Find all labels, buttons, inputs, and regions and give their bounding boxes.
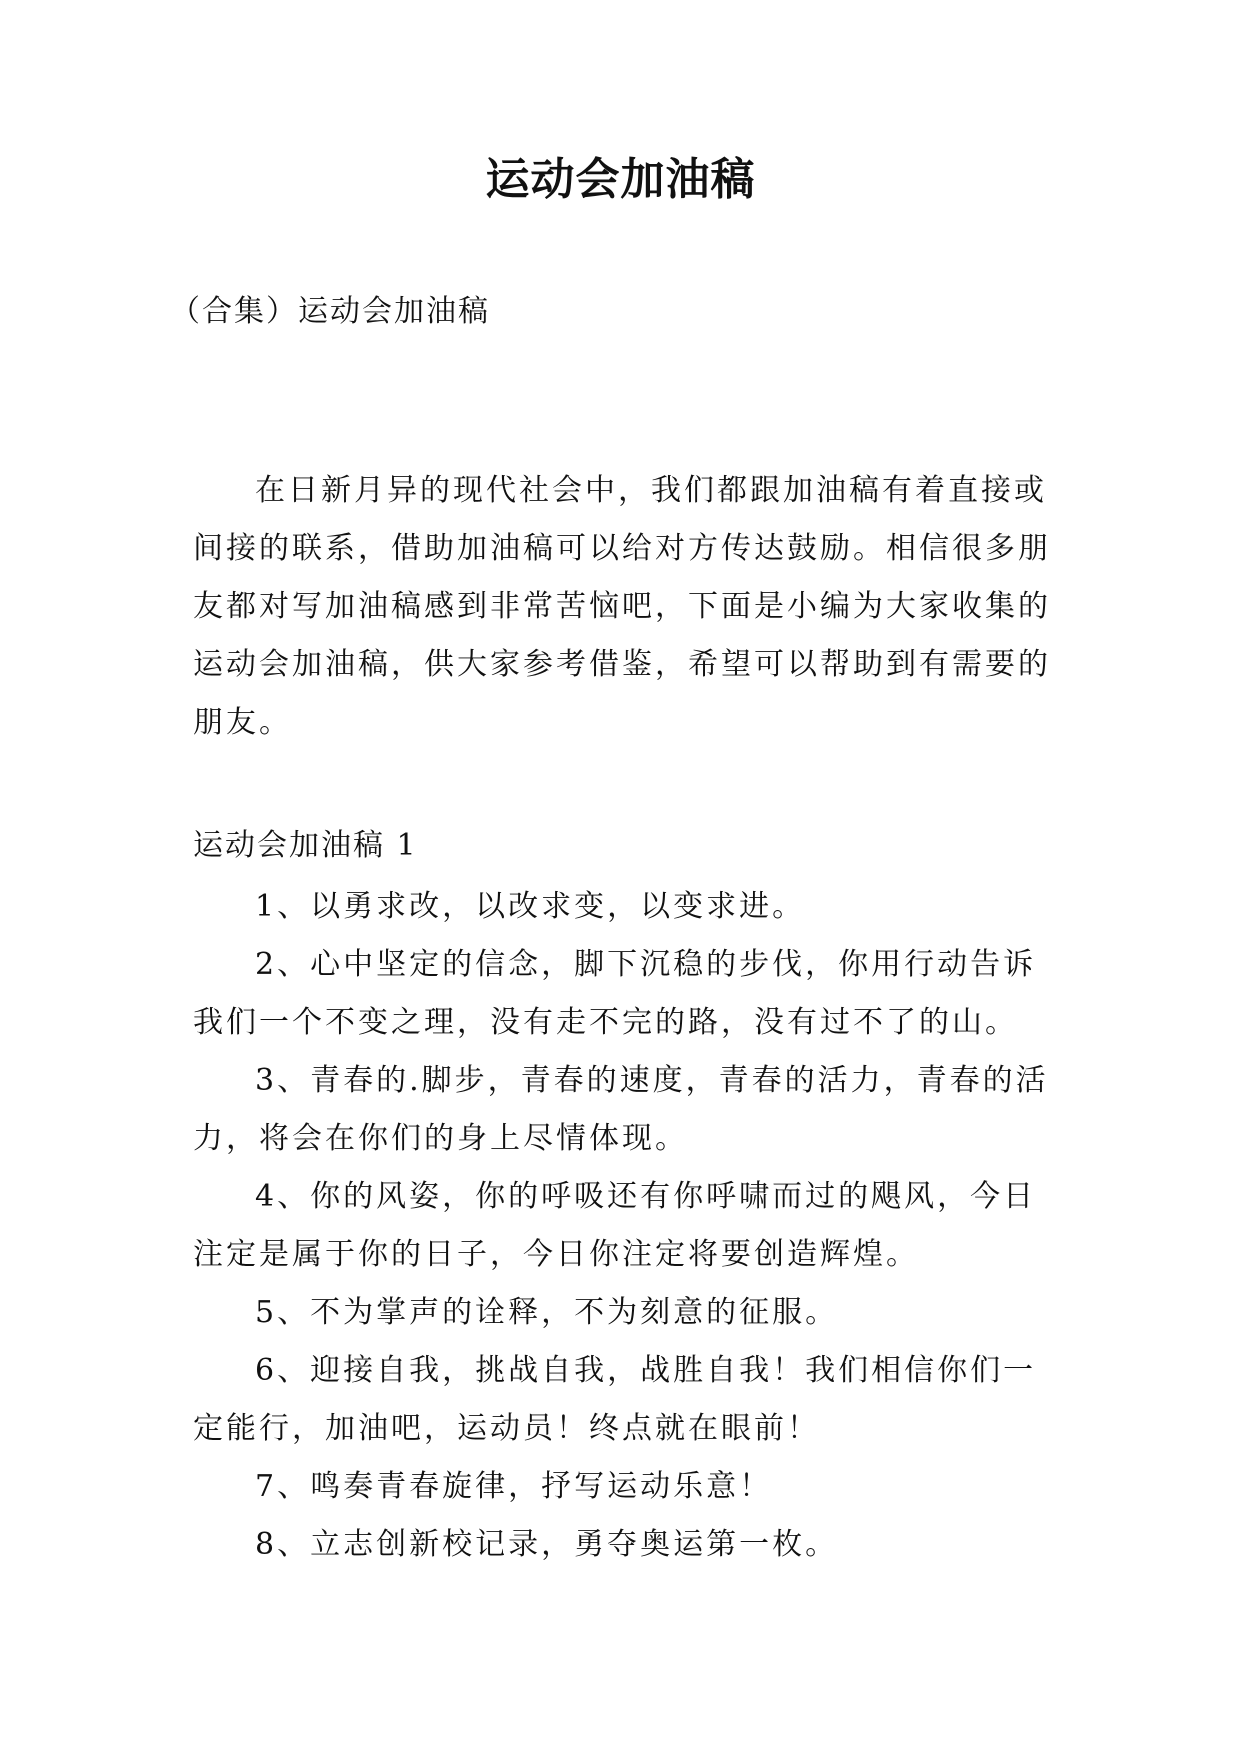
list-item: 7、鸣奏青春旋律，抒写运动乐意！: [255, 1469, 773, 1504]
document-title: 运动会加油稿: [485, 154, 756, 205]
section-heading: 运动会加油稿 1: [193, 828, 418, 863]
list-item: 8、立志创新校记录，勇夺奥运第一枚。: [255, 1527, 839, 1562]
list-item: 4、你的风姿，你的呼吸还有你呼啸而过的飓风，今日注定是属于你的日子，今日你注定将要创造辉煌。: [193, 1179, 1037, 1272]
document-subtitle: （合集）运动会加油稿: [170, 294, 490, 329]
intro-paragraph: 在日新月异的现代社会中，我们都跟加油稿有着直接或间接的联系，借助加油稿可以给对方传达鼓励。相信很多朋友都对写加油稿感到非常苦恼吧，下面是小编为大家收集的运动会加油稿，供大家参考借鉴，希望可以帮助到有需要的朋友。: [193, 473, 1051, 740]
list-item: 5、不为掌声的诠释，不为刻意的征服。: [255, 1295, 839, 1330]
list-item: 3、青春的.脚步，青春的速度，青春的活力，青春的活力，将会在你们的身上尽情体现。: [193, 1063, 1049, 1156]
list-item: 2、心中坚定的信念，脚下沉稳的步伐，你用行动告诉我们一个不变之理，没有走不完的路，没有过不了的山。: [193, 947, 1037, 1040]
cheer-list: [193, 878, 1053, 1574]
list-item: 1、以勇求改，以改求变，以变求进。: [255, 889, 806, 924]
list-item: 6、迎接自我，挑战自我，战胜自我！我们相信你们一定能行，加油吧，运动员！终点就在眼前！: [193, 1353, 1037, 1446]
